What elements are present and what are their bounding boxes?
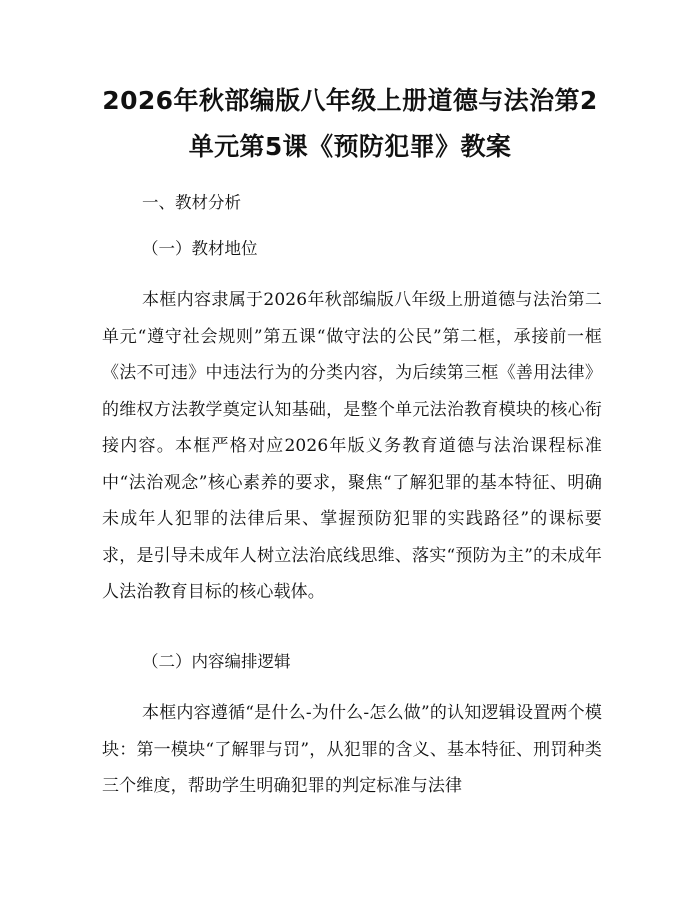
subsection-heading-textbook-position: （一）教材地位 bbox=[142, 239, 258, 258]
paragraph-content-logic: 本框内容遵循“是什么-为什么-怎么做”的认知逻辑设置两个模块：第一模块“了解罪与罚”，从犯罪的含义、基本特征、刑罚种类三个维度，帮助学生明确犯罪的判定标准与法律 bbox=[102, 703, 602, 796]
section-heading-textbook-analysis: 一、教材分析 bbox=[142, 193, 241, 212]
paragraph-textbook-position: 本框内容隶属于2026年秋部编版八年级上册道德与法治第二单元“遵守社会规则”第五课“做守法的公民”第二框，承接前一框《法不可违》中违法行为的分类内容，为后续第三框《善用法律》的维权方法教学奠定认知基础，是整个单元法治教育模块的核心衔接内容。本框严格对应2026年版义务教育道德与法治课程标准中“法治观念”核心素养的要求，聚焦“了解犯罪的基本特征、明确未成年人犯罪的法律后果、掌握预防犯罪的实践路径”的课标要求，是引导未成年人树立法治底线思维、落实“预防为主”的未成年人法治教育目标的核心载体。 bbox=[102, 290, 602, 602]
document-title-line-1: 2026年秋部编版八年级上册道德与法治第2 bbox=[102, 86, 598, 115]
document-title-line-2: 单元第5课《预防犯罪》教案 bbox=[188, 132, 512, 161]
subsection-heading-content-logic: （二）内容编排逻辑 bbox=[142, 652, 291, 671]
